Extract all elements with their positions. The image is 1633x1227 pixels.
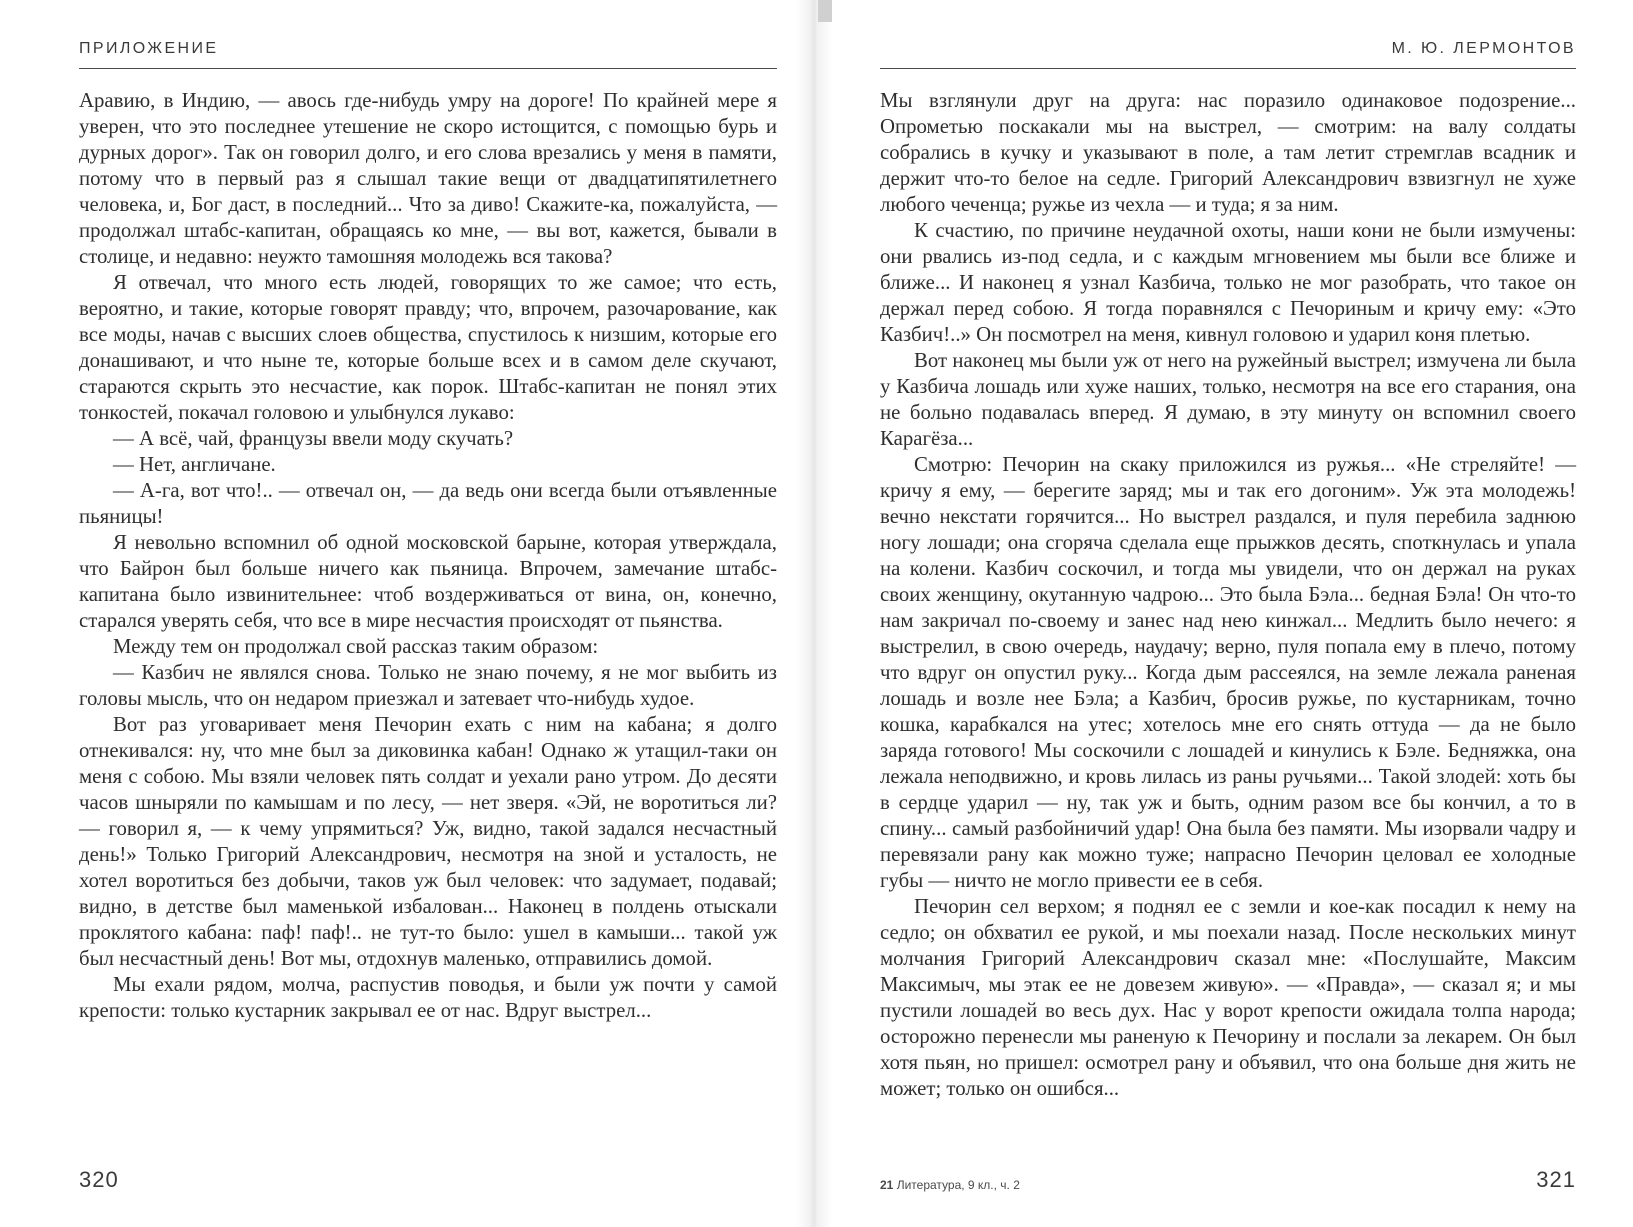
- running-head: М. Ю. ЛЕРМОНТОВ: [880, 40, 1576, 69]
- paragraph: Между тем он продолжал свой рассказ таким образом:: [113, 635, 599, 658]
- right-page: [880, 0, 1576, 1227]
- book-gutter: [796, 0, 832, 1227]
- page-text: [79, 88, 777, 1024]
- signature-text: Литература, 9 кл., ч. 2: [896, 1178, 1020, 1192]
- paragraph: К счастию, по причине неудачной охоты, наши кони не были измучены: они рвались из-под седла, и с каждым мгновением мы были все ближе и ближе... И наконец я узнал Казбича, только не мог разобрать, что такое он держал перед собою. Я тогда поравнялся с Печориным и кричу ему: «Это Казбич!..» Он посмотрел на меня, кивнул головою и ударил коня плетью.: [880, 219, 1576, 346]
- printer-signature: [880, 1178, 1020, 1192]
- paragraph: Мы ехали рядом, молча, распустив поводья, и были уж почти у самой крепости: только кустарник закрывал ее от нас. Вдруг выстрел...: [79, 973, 777, 1022]
- page-text: [880, 88, 1576, 1102]
- dialogue-line: — Нет, англичане.: [113, 453, 276, 476]
- dialogue-line: — Казбич не являлся снова. Только не знаю почему, я не мог выбить из головы мысль, что он недаром приезжал и затевает что-нибудь худое.: [79, 661, 777, 710]
- running-head: ПРИЛОЖЕНИЕ: [79, 40, 777, 69]
- paragraph: Смотрю: Печорин на скаку приложился из ружья... «Не стреляйте! — кричу я ему, — берегите заряд; мы и так его догоним». Уж эта молодежь! вечно некстати горячится... Но выстрел раздался, и пуля перебила заднюю ногу лошади; она сгоряча сделала еще прыжков десять, споткнулась и упала на колени. Казбич соскочил, и тогда мы увидели, что он держал на руках своих женщину, окутанную чадрою... Это была Бэла... бедная Бэла! Он что-то нам закричал по-своему и занес над нею кинжал... Медлить было нечего: я выстрелил, в свою очередь, наудачу; верно, пуля попала ему в плечо, потому что вдруг он опустил руку... Когда дым рассеялся, на земле лежала раненая лошадь и возле нее Бэла; а Казбич, бросив ружье, по кустарникам, точно кошка, карабкался на утес; хотелось мне его снять оттуда — да не было заряда готового! Мы соскочили с лошадей и кинулись к Бэле. Бедняжка, она лежала неподвижно, и кровь лилась из раны ручьями... Такой злодей: хоть бы в сердце ударил — ну, так уж и быть, одним разом все бы кончил, а то в спину... самый разбойничий удар! Она была без памяти. Мы изорвали чадру и перевязали рану как можно туже; напрасно Печорин целовал ее холодные губы — ничто не могло привести ее в себя.: [880, 453, 1576, 892]
- dialogue-line: — А-га, вот что!.. — отвечал он, — да ведь они всегда были отъявленные пьяницы!: [79, 479, 777, 528]
- paragraph: Аравию, в Индию, — авось где-нибудь умру на дороге! По крайней мере я уверен, что это последнее утешение не скоро истощится, с помощью бурь и дурных дорог». Так он говорил долго, и его слова врезались у меня в памяти, потому что в первый раз я слышал такие вещи от двадцатипятилетнего человека, и, Бог даст, в последний... Что за диво! Скажите-ка, пожалуйста, — продолжал штабс-капитан, обращаясь ко мне, — вы вот, кажется, бывали в столице, и недавно: неужто тамошняя молодежь вся такова?: [79, 89, 777, 268]
- paragraph: Я отвечал, что много есть людей, говорящих то же самое; что есть, вероятно, и такие, которые говорят правду; что, впрочем, разочарование, как все моды, начав с высших слоев общества, спустилось к низшим, которые его донашивают, и что ныне те, которые больше всех и в самом деле скучают, стараются скрыть это несчастие, как порок. Штабс-капитан не понял этих тонкостей, покачал головою и улыбнулся лукаво:: [79, 271, 777, 424]
- dialogue-line: — А всё, чай, французы ввели моду скучать?: [113, 427, 514, 450]
- page-number: 321: [1536, 1167, 1576, 1192]
- paragraph: Печорин сел верхом; я поднял ее с земли и кое-как посадил к нему на седло; он обхватил ее рукой, и мы поехали назад. После нескольких минут молчания Григорий Александрович сказал мне: «Послушайте, Максим Максимыч, мы этак ее не довезем живую». — «Правда», — сказал я; и мы пустили лошадей во весь дух. Нас у ворот крепости ожидала толпа народа; осторожно перенесли мы раненую к Печорину и послали за лекарем. Он был хотя пьян, но пришел: осмотрел рану и объявил, что она больше дня жить не может; только он ошибся...: [880, 895, 1576, 1100]
- left-page: [79, 0, 777, 1227]
- binding-mark: [818, 0, 832, 22]
- paragraph: Мы взглянули друг на друга: нас поразило одинаковое подозрение... Опрометью поскакали мы на выстрел, — смотрим: на валу солдаты собрались в кучку и указывают в поле, а там летит стремглав всадник и держит что-то белое на седле. Григорий Александрович взвизгнул не хуже любого чеченца; ружье из чехла — и туда; я за ним.: [880, 89, 1576, 216]
- page-number: 320: [79, 1167, 119, 1192]
- paragraph: Я невольно вспомнил об одной московской барыне, которая утверждала, что Байрон был больше ничего как пьяница. Впрочем, замечание штабс-капитана было извинительнее: чтоб воздерживаться от вина, он, конечно, старался уверять себя, что все в мире несчастия происходят от пьянства.: [79, 531, 777, 632]
- signature-number: 21: [880, 1178, 894, 1192]
- paragraph: Вот наконец мы были уж от него на ружейный выстрел; измучена ли была у Казбича лошадь или хуже наших, только, несмотря на все его старания, она не больно подавалась вперед. Я думаю, в эту минуту он вспомнил своего Карагёза...: [880, 349, 1576, 450]
- paragraph: Вот раз уговаривает меня Печорин ехать с ним на кабана; я долго отнекивался: ну, что мне был за диковинка кабан! Однако ж утащил-таки он меня с собою. Мы взяли человек пять солдат и уехали рано утром. До десяти часов шныряли по камышам и по лесу, — нет зверя. «Эй, не воротиться ли? — говорил я, — к чему упрямиться? Уж, видно, такой задался несчастный день!» Только Григорий Александрович, несмотря на зной и усталость, не хотел воротиться без добычи, таков уж был человек: что задумает, подавай; видно, в детстве был маменькой избалован... Наконец в полдень отыскали проклятого кабана: паф! паф!.. не тут-то было: ушел в камыши... такой уж был несчастный день! Вот мы, отдохнув маленько, отправились домой.: [79, 713, 777, 970]
